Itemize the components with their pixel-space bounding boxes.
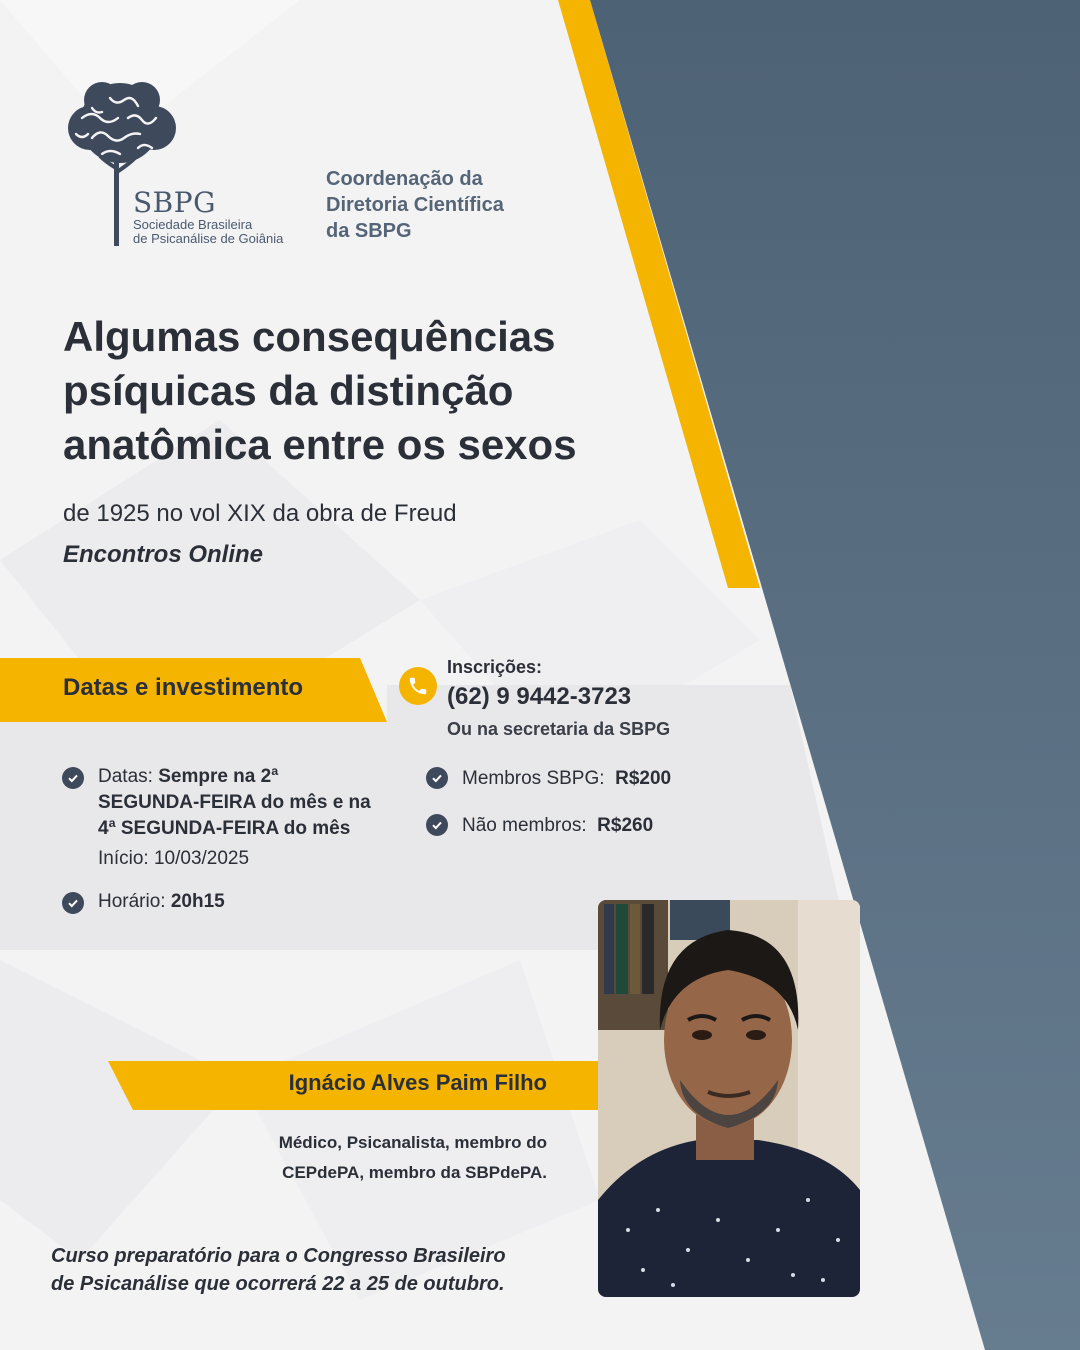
footer-note xyxy=(51,1242,571,1298)
speaker-portrait xyxy=(598,900,860,1297)
page-title xyxy=(63,310,703,472)
members-price xyxy=(462,766,671,792)
footer-line: Curso preparatório para o Congresso Brasileiro xyxy=(51,1245,506,1267)
title-line: psíquicas da distinção xyxy=(63,367,514,414)
logo-subtitle xyxy=(133,218,283,246)
check-icon xyxy=(62,892,84,914)
coordination-text xyxy=(326,166,586,244)
coordination-line: Diretoria Científica xyxy=(326,194,504,216)
check-glyph xyxy=(67,772,79,784)
speaker-photo xyxy=(598,900,860,1297)
footer-line: de Psicanálise que ocorrerá 22 a 25 de outubro. xyxy=(51,1273,505,1295)
dates-section-label: Datas e investimento xyxy=(63,674,304,701)
speaker-desc-line: CEPdePA, membro da SBPdePA. xyxy=(282,1163,547,1182)
dates-line: 4ª SEGUNDA-FEIRA do mês xyxy=(98,818,351,839)
speaker-desc-line: Médico, Psicanalista, membro do xyxy=(278,1133,547,1152)
logo-subtitle-line: Sociedade Brasileira xyxy=(133,217,253,232)
time-prefix: Horário: xyxy=(98,891,171,912)
subtitle: de 1925 no vol XIX da obra de Freud xyxy=(63,500,457,527)
check-glyph xyxy=(431,819,443,831)
coordination-line: Coordenação da xyxy=(326,168,483,190)
format-label: Encontros Online xyxy=(63,541,264,568)
members-label: Membros SBPG: xyxy=(462,768,610,789)
dates-item xyxy=(98,764,398,872)
check-icon xyxy=(426,814,448,836)
check-glyph xyxy=(67,897,79,909)
speaker-name: Ignácio Alves Paim Filho xyxy=(288,1070,547,1095)
start-date: Início: 10/03/2025 xyxy=(98,848,250,869)
nonmembers-price xyxy=(462,813,653,839)
registration-title: Inscrições: xyxy=(447,657,543,677)
nonmembers-label: Não membros: xyxy=(462,815,592,836)
phone-glyph xyxy=(407,675,429,697)
logo-name: SBPG xyxy=(133,186,216,219)
nonmembers-value: R$260 xyxy=(597,815,654,836)
members-value: R$200 xyxy=(615,768,672,789)
check-icon xyxy=(62,767,84,789)
dates-prefix: Datas: xyxy=(98,766,159,787)
check-glyph xyxy=(431,772,443,784)
logo-subtitle-line: de Psicanálise de Goiânia xyxy=(133,231,284,246)
registration-note: Ou na secretaria da SBPG xyxy=(447,719,671,739)
time-value: 20h15 xyxy=(170,891,225,912)
title-line: anatômica entre os sexos xyxy=(63,421,577,468)
dates-line: Sempre na 2ª xyxy=(158,766,279,787)
registration-phone[interactable]: (62) 9 9442-3723 xyxy=(447,683,632,710)
dates-line: SEGUNDA-FEIRA do mês e na xyxy=(98,792,371,813)
title-line: Algumas consequências xyxy=(63,313,556,360)
speaker-description xyxy=(180,1128,547,1188)
time-item xyxy=(98,889,225,915)
check-icon xyxy=(426,767,448,789)
coordination-line: da SBPG xyxy=(326,220,412,242)
phone-icon xyxy=(399,667,437,705)
